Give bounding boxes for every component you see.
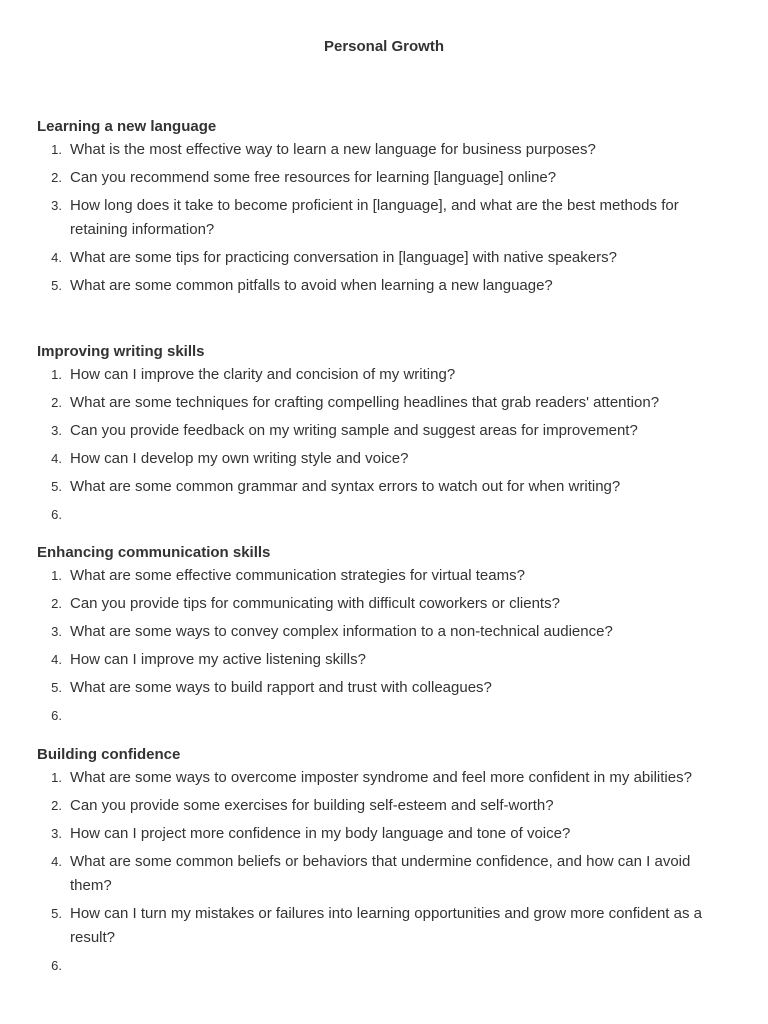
- list-number: 1.: [51, 568, 62, 583]
- list-item: [37, 475, 727, 499]
- question-text: What are some ways to build rapport and trust with colleagues?: [70, 679, 492, 696]
- question-text: How can I improve my active listening skills?: [70, 651, 366, 668]
- list-item: [37, 676, 727, 700]
- question-text: What are some common beliefs or behaviors that undermine confidence, and how can I avoid them?: [70, 853, 691, 894]
- section-improving-writing: [37, 343, 727, 531]
- page-title: Personal Growth: [323, 38, 445, 55]
- list-item: [37, 564, 727, 588]
- question-text: What are some effective communication strategies for virtual teams?: [70, 567, 525, 584]
- list-item: [37, 194, 727, 242]
- question-list: [37, 363, 727, 527]
- list-number: 6.: [51, 507, 62, 522]
- question-text: Can you provide tips for communicating with difficult coworkers or clients?: [70, 595, 560, 612]
- list-number: 1.: [51, 367, 62, 382]
- list-number: 4.: [51, 652, 62, 667]
- list-item: [37, 138, 727, 162]
- list-number: 6.: [51, 958, 62, 973]
- question-text: How can I turn my mistakes or failures into learning opportunities and grow more confident as a result?: [70, 905, 702, 946]
- list-number: 4.: [51, 854, 62, 869]
- question-list: [37, 138, 727, 298]
- list-number: 5.: [51, 479, 62, 494]
- question-text: What are some tips for practicing conversation in [language] with native speakers?: [70, 249, 617, 266]
- list-item: [37, 794, 727, 818]
- section-heading: Building confidence: [37, 746, 181, 763]
- list-item: [37, 954, 727, 978]
- question-list: [37, 766, 727, 978]
- question-text: What are some techniques for crafting compelling headlines that grab readers' attention?: [70, 394, 660, 411]
- list-item: [37, 766, 727, 790]
- list-number: 5.: [51, 278, 62, 293]
- list-number: 3.: [51, 826, 62, 841]
- list-number: 4.: [51, 451, 62, 466]
- list-number: 6.: [51, 708, 62, 723]
- list-number: 1.: [51, 142, 62, 157]
- section-learning-language: [37, 118, 727, 302]
- section-heading: Enhancing communication skills: [37, 544, 271, 561]
- list-number: 1.: [51, 770, 62, 785]
- question-text: Can you provide some exercises for building self-esteem and self-worth?: [70, 797, 554, 814]
- section-heading: Improving writing skills: [37, 343, 205, 360]
- list-item: [37, 902, 727, 950]
- list-item: [37, 503, 727, 527]
- question-text: What are some ways to convey complex information to a non-technical audience?: [70, 623, 613, 640]
- list-number: 2.: [51, 170, 62, 185]
- list-number: 5.: [51, 906, 62, 921]
- list-number: 2.: [51, 596, 62, 611]
- section-enhancing-communication: [37, 544, 727, 732]
- list-item: [37, 246, 727, 270]
- list-number: 4.: [51, 250, 62, 265]
- list-number: 2.: [51, 798, 62, 813]
- question-text: How long does it take to become proficient in [language], and what are the best methods for retaining information?: [70, 197, 679, 238]
- question-text: How can I develop my own writing style and voice?: [70, 450, 409, 467]
- list-number: 5.: [51, 680, 62, 695]
- list-number: 3.: [51, 198, 62, 213]
- question-text: How can I improve the clarity and concision of my writing?: [70, 366, 456, 383]
- list-item: [37, 447, 727, 471]
- list-item: [37, 850, 727, 898]
- list-item: [37, 363, 727, 387]
- list-item: [37, 648, 727, 672]
- list-item: [37, 419, 727, 443]
- list-item: [37, 704, 727, 728]
- question-text: How can I project more confidence in my body language and tone of voice?: [70, 825, 571, 842]
- question-text: What are some ways to overcome imposter syndrome and feel more confident in my abilities?: [70, 769, 692, 786]
- list-item: [37, 592, 727, 616]
- question-text: What are some common grammar and syntax errors to watch out for when writing?: [70, 478, 621, 495]
- list-number: 3.: [51, 423, 62, 438]
- list-item: [37, 620, 727, 644]
- question-text: What are some common pitfalls to avoid when learning a new language?: [70, 277, 553, 294]
- list-item: [37, 274, 727, 298]
- question-text: What is the most effective way to learn a new language for business purposes?: [70, 141, 596, 158]
- list-item: [37, 822, 727, 846]
- list-number: 3.: [51, 624, 62, 639]
- question-text: Can you provide feedback on my writing sample and suggest areas for improvement?: [70, 422, 638, 439]
- list-item: [37, 166, 727, 190]
- list-number: 2.: [51, 395, 62, 410]
- section-heading: Learning a new language: [37, 118, 217, 135]
- list-item: [37, 391, 727, 415]
- question-text: Can you recommend some free resources for learning [language] online?: [70, 169, 557, 186]
- section-building-confidence: [37, 746, 727, 982]
- question-list: [37, 564, 727, 728]
